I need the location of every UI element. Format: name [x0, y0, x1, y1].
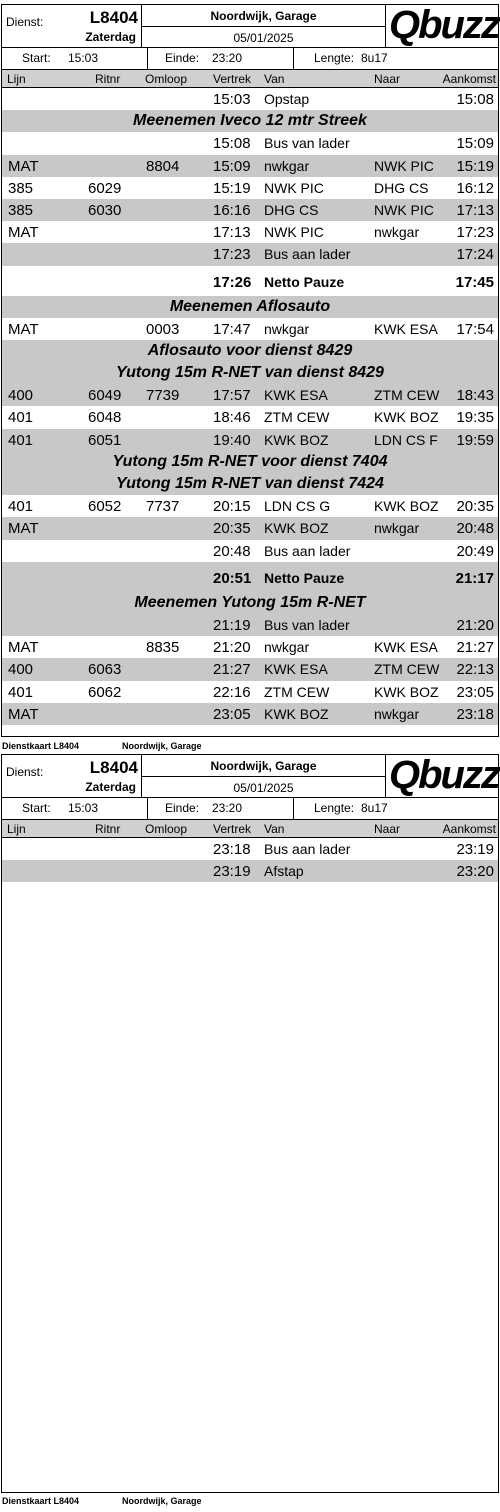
- sheet-header: [2, 5, 498, 48]
- pause-row: [2, 266, 498, 296]
- table-row: [2, 429, 498, 451]
- cell-omloop: 7739: [146, 387, 180, 405]
- schedule-rows: [2, 88, 498, 725]
- sheet-header: [2, 755, 498, 798]
- logo-cell: [386, 755, 498, 798]
- cell-aankomst: 19:35: [456, 409, 494, 427]
- cell-ritnr: 6030: [88, 201, 122, 219]
- cell-lijn: MAT: [8, 639, 39, 657]
- location-name: Noordwijk, Garage: [210, 759, 317, 773]
- cell-van: ZTM CEW: [264, 409, 330, 426]
- times-bar: [2, 798, 498, 820]
- length-cell: [294, 48, 498, 69]
- col-van: Van: [264, 72, 285, 86]
- page-footer: [2, 741, 202, 751]
- cell-van: NWK PIC: [264, 179, 324, 196]
- cell-naar: KWK BOZ: [374, 683, 439, 700]
- sheet-page-1: [1, 4, 499, 737]
- table-row: [2, 384, 498, 406]
- location-cell: [142, 755, 386, 798]
- cell-aankomst: 23:20: [456, 863, 494, 881]
- qbuzz-logo: Qbuzz: [389, 753, 499, 797]
- footer-left: Dienstkaart L8404: [2, 1496, 80, 1506]
- column-header: [2, 70, 498, 88]
- cell-vertrek: 21:19: [213, 616, 251, 634]
- cell-vertrek: 20:51: [213, 569, 252, 587]
- cell-aankomst: 21:17: [455, 569, 494, 587]
- cell-vertrek: 15:08: [213, 135, 251, 153]
- cell-naar: KWK BOZ: [374, 409, 439, 426]
- table-row: [2, 838, 498, 860]
- start-time: 15:03: [68, 801, 99, 815]
- cell-naar: KWK BOZ: [374, 498, 439, 515]
- table-row: [2, 177, 498, 199]
- cell-omloop: 0003: [146, 320, 180, 338]
- table-row: [2, 221, 498, 243]
- column-header: [2, 820, 498, 838]
- cell-van: Bus aan lader: [264, 246, 351, 263]
- end-cell: [148, 48, 294, 69]
- cell-van: Afstap: [264, 863, 304, 880]
- cell-naar: ZTM CEW: [374, 661, 440, 678]
- cell-naar: nwkgar: [374, 224, 420, 241]
- cell-aankomst: 18:43: [456, 387, 494, 405]
- cell-lijn: MAT: [8, 320, 39, 338]
- dienst-label: Dienst:: [6, 15, 44, 29]
- cell-vertrek: 17:13: [213, 224, 251, 242]
- cell-ritnr: 6049: [88, 387, 122, 405]
- cell-vertrek: 15:19: [213, 179, 251, 197]
- cell-naar: LDN CS F: [374, 431, 438, 448]
- table-row: [2, 318, 498, 340]
- cell-ritnr: 6052: [88, 498, 122, 516]
- cell-van: Bus aan lader: [264, 542, 351, 559]
- length-value: 8u17: [361, 51, 388, 65]
- cell-omloop: 7737: [146, 498, 180, 516]
- cell-lijn: 401: [8, 409, 34, 427]
- cell-lijn: MAT: [8, 224, 39, 242]
- cell-van: KWK BOZ: [264, 520, 329, 537]
- cell-vertrek: 17:23: [213, 246, 251, 264]
- cell-aankomst: 21:20: [456, 616, 494, 634]
- cell-aankomst: 16:12: [456, 179, 494, 197]
- table-row: [2, 243, 498, 265]
- cell-omloop: 8835: [146, 639, 180, 657]
- dienst-cell: [2, 755, 142, 798]
- section-title: Meenemen Aflosauto: [169, 297, 331, 315]
- table-row: [2, 860, 498, 882]
- length-cell: [294, 798, 498, 819]
- cell-vertrek: 17:26: [213, 273, 252, 291]
- col-ritnr: Ritnr: [95, 72, 121, 86]
- table-row: [2, 495, 498, 517]
- dienst-day: Zaterdag: [85, 780, 136, 794]
- end-time: 23:20: [212, 801, 243, 815]
- cell-van: NWK PIC: [264, 224, 324, 241]
- section-heading: [2, 296, 498, 318]
- cell-lijn: 401: [8, 683, 34, 701]
- cell-aankomst: 15:08: [456, 91, 494, 108]
- cell-van: nwkgar: [264, 639, 310, 656]
- start-cell: [2, 798, 148, 819]
- end-time: 23:20: [212, 51, 243, 65]
- col-omloop: Omloop: [145, 822, 188, 836]
- end-cell: [148, 798, 294, 819]
- cell-vertrek: 21:20: [213, 639, 251, 657]
- cell-vertrek: 17:57: [213, 387, 251, 405]
- start-label: Start:: [22, 51, 51, 65]
- cell-vertrek: 23:19: [213, 863, 251, 881]
- table-row: [2, 88, 498, 110]
- footer-left: Dienstkaart L8404: [2, 741, 80, 751]
- cell-aankomst: 22:13: [456, 661, 494, 679]
- length-label: Lengte:: [314, 51, 355, 65]
- table-row: [2, 540, 498, 562]
- cell-aankomst: 15:09: [456, 135, 494, 153]
- cell-ritnr: 6048: [88, 409, 122, 427]
- cell-aankomst: 15:19: [456, 157, 494, 175]
- dienst-label: Dienst:: [6, 765, 44, 779]
- cell-vertrek: 17:47: [213, 320, 251, 338]
- cell-naar: ZTM CEW: [374, 387, 440, 404]
- table-row: [2, 614, 498, 636]
- table-row: [2, 636, 498, 658]
- cell-vertrek: 16:16: [213, 201, 251, 219]
- cell-van: KWK BOZ: [264, 431, 329, 448]
- cell-vertrek: 22:16: [213, 683, 251, 701]
- page-footer: [2, 1496, 202, 1506]
- cell-vertrek: 23:05: [213, 705, 251, 723]
- table-row: [2, 406, 498, 428]
- table-row: [2, 703, 498, 725]
- cell-aankomst: 20:49: [456, 542, 494, 560]
- section-heading: [2, 110, 498, 132]
- cell-aankomst: 20:35: [456, 498, 494, 516]
- start-cell: [2, 48, 148, 69]
- cell-van: LDN CS G: [264, 498, 331, 515]
- cell-aankomst: 23:05: [456, 683, 494, 701]
- table-row: [2, 517, 498, 539]
- section-heading: [2, 340, 498, 362]
- cell-van: Bus aan lader: [264, 841, 351, 857]
- col-lijn: Lijn: [7, 822, 26, 836]
- cell-ritnr: 6051: [88, 431, 122, 449]
- location-name: Noordwijk, Garage: [210, 9, 317, 23]
- section-title: Aflosauto voor dienst 8429: [147, 341, 353, 359]
- start-time: 15:03: [68, 51, 99, 65]
- cell-vertrek: 15:09: [213, 157, 251, 175]
- dienst-id: L8404: [89, 8, 138, 27]
- cell-van: nwkgar: [264, 157, 310, 174]
- table-row: [2, 658, 498, 680]
- cell-ritnr: 6029: [88, 179, 122, 197]
- schedule-rows: [2, 838, 498, 882]
- cell-van: Bus van lader: [264, 616, 350, 633]
- col-van: Van: [264, 822, 285, 836]
- cell-van: Netto Pauze: [264, 273, 345, 290]
- location-cell: [142, 5, 386, 48]
- cell-vertrek: 23:18: [213, 841, 251, 858]
- cell-van: KWK ESA: [264, 387, 328, 404]
- cell-aankomst: 23:19: [456, 841, 494, 858]
- cell-lijn: MAT: [8, 520, 39, 538]
- section-heading: [2, 451, 498, 473]
- cell-naar: DHG CS: [374, 179, 429, 196]
- col-lijn: Lijn: [7, 72, 26, 86]
- section-title: Yutong 15m R-NET van dienst 7424: [116, 475, 384, 492]
- cell-aankomst: 20:48: [456, 520, 494, 538]
- cell-lijn: 400: [8, 387, 34, 405]
- cell-naar: KWK ESA: [374, 320, 438, 337]
- col-aankomst: Aankomst: [442, 72, 496, 86]
- cell-aankomst: 23:18: [456, 705, 494, 723]
- cell-vertrek: 19:40: [213, 431, 251, 449]
- cell-aankomst: 21:27: [456, 639, 494, 657]
- end-label: Einde:: [165, 801, 200, 815]
- table-row: [2, 155, 498, 177]
- section-heading: [2, 362, 498, 384]
- dienst-cell: [2, 5, 142, 48]
- cell-ritnr: 6063: [88, 661, 122, 679]
- cell-naar: nwkgar: [374, 520, 420, 537]
- col-vertrek: Vertrek: [213, 822, 252, 836]
- cell-naar: NWK PIC: [374, 201, 434, 218]
- cell-aankomst: 17:45: [455, 273, 494, 291]
- section-title: Yutong 15m R-NET van dienst 8429: [116, 364, 384, 382]
- cell-van: nwkgar: [264, 320, 310, 337]
- divider: [142, 26, 385, 27]
- cell-vertrek: 15:03: [213, 91, 251, 108]
- sheet-page-2: [1, 754, 499, 1493]
- col-aankomst: Aankomst: [442, 822, 496, 836]
- qbuzz-logo: Qbuzz: [389, 3, 499, 47]
- col-naar: Naar: [374, 822, 401, 836]
- cell-naar: nwkgar: [374, 705, 420, 722]
- col-ritnr: Ritnr: [95, 822, 121, 836]
- cell-lijn: 385: [8, 201, 34, 219]
- logo-cell: [386, 5, 498, 48]
- cell-van: Opstap: [264, 91, 310, 107]
- section-heading: [2, 473, 498, 495]
- length-label: Lengte:: [314, 801, 355, 815]
- end-label: Einde:: [165, 51, 200, 65]
- cell-van: Netto Pauze: [264, 569, 345, 586]
- col-vertrek: Vertrek: [213, 72, 252, 86]
- table-row: [2, 132, 498, 154]
- col-naar: Naar: [374, 72, 401, 86]
- dienst-id: L8404: [89, 758, 138, 777]
- cell-lijn: MAT: [8, 157, 39, 175]
- cell-aankomst: 17:13: [456, 201, 494, 219]
- footer-right: Noordwijk, Garage: [122, 741, 202, 751]
- date: 05/01/2025: [233, 31, 294, 45]
- section-title: Yutong 15m R-NET voor dienst 7404: [112, 452, 388, 470]
- cell-van: KWK BOZ: [264, 705, 329, 722]
- length-value: 8u17: [361, 801, 388, 815]
- divider: [142, 776, 385, 777]
- footer-right: Noordwijk, Garage: [122, 1496, 202, 1506]
- cell-aankomst: 17:24: [456, 246, 494, 264]
- cell-aankomst: 19:59: [456, 431, 494, 449]
- col-omloop: Omloop: [145, 72, 188, 86]
- cell-lijn: MAT: [8, 705, 39, 723]
- section-title: Meenemen Iveco 12 mtr Streek: [133, 112, 367, 130]
- cell-van: KWK ESA: [264, 661, 328, 678]
- cell-lijn: 401: [8, 431, 34, 449]
- cell-ritnr: 6062: [88, 683, 122, 701]
- cell-lijn: 385: [8, 179, 34, 197]
- table-row: [2, 681, 498, 703]
- cell-aankomst: 17:54: [456, 320, 494, 338]
- section-heading: [2, 592, 498, 614]
- start-label: Start:: [22, 801, 51, 815]
- cell-vertrek: 18:46: [213, 409, 251, 427]
- table-row: [2, 199, 498, 221]
- cell-van: DHG CS: [264, 201, 319, 218]
- cell-omloop: 8804: [146, 157, 180, 175]
- cell-vertrek: 20:48: [213, 542, 251, 560]
- cell-vertrek: 21:27: [213, 661, 251, 679]
- cell-van: ZTM CEW: [264, 683, 330, 700]
- cell-naar: KWK ESA: [374, 639, 438, 656]
- dienst-day: Zaterdag: [85, 30, 136, 44]
- cell-vertrek: 20:35: [213, 520, 251, 538]
- pause-row: [2, 562, 498, 592]
- cell-vertrek: 20:15: [213, 498, 251, 516]
- date: 05/01/2025: [233, 781, 294, 795]
- cell-lijn: 400: [8, 661, 34, 679]
- times-bar: [2, 48, 498, 70]
- cell-van: Bus van lader: [264, 135, 350, 152]
- cell-naar: NWK PIC: [374, 157, 434, 174]
- cell-aankomst: 17:23: [456, 224, 494, 242]
- section-title: Meenemen Yutong 15m R-NET: [134, 593, 366, 611]
- cell-lijn: 401: [8, 498, 34, 516]
